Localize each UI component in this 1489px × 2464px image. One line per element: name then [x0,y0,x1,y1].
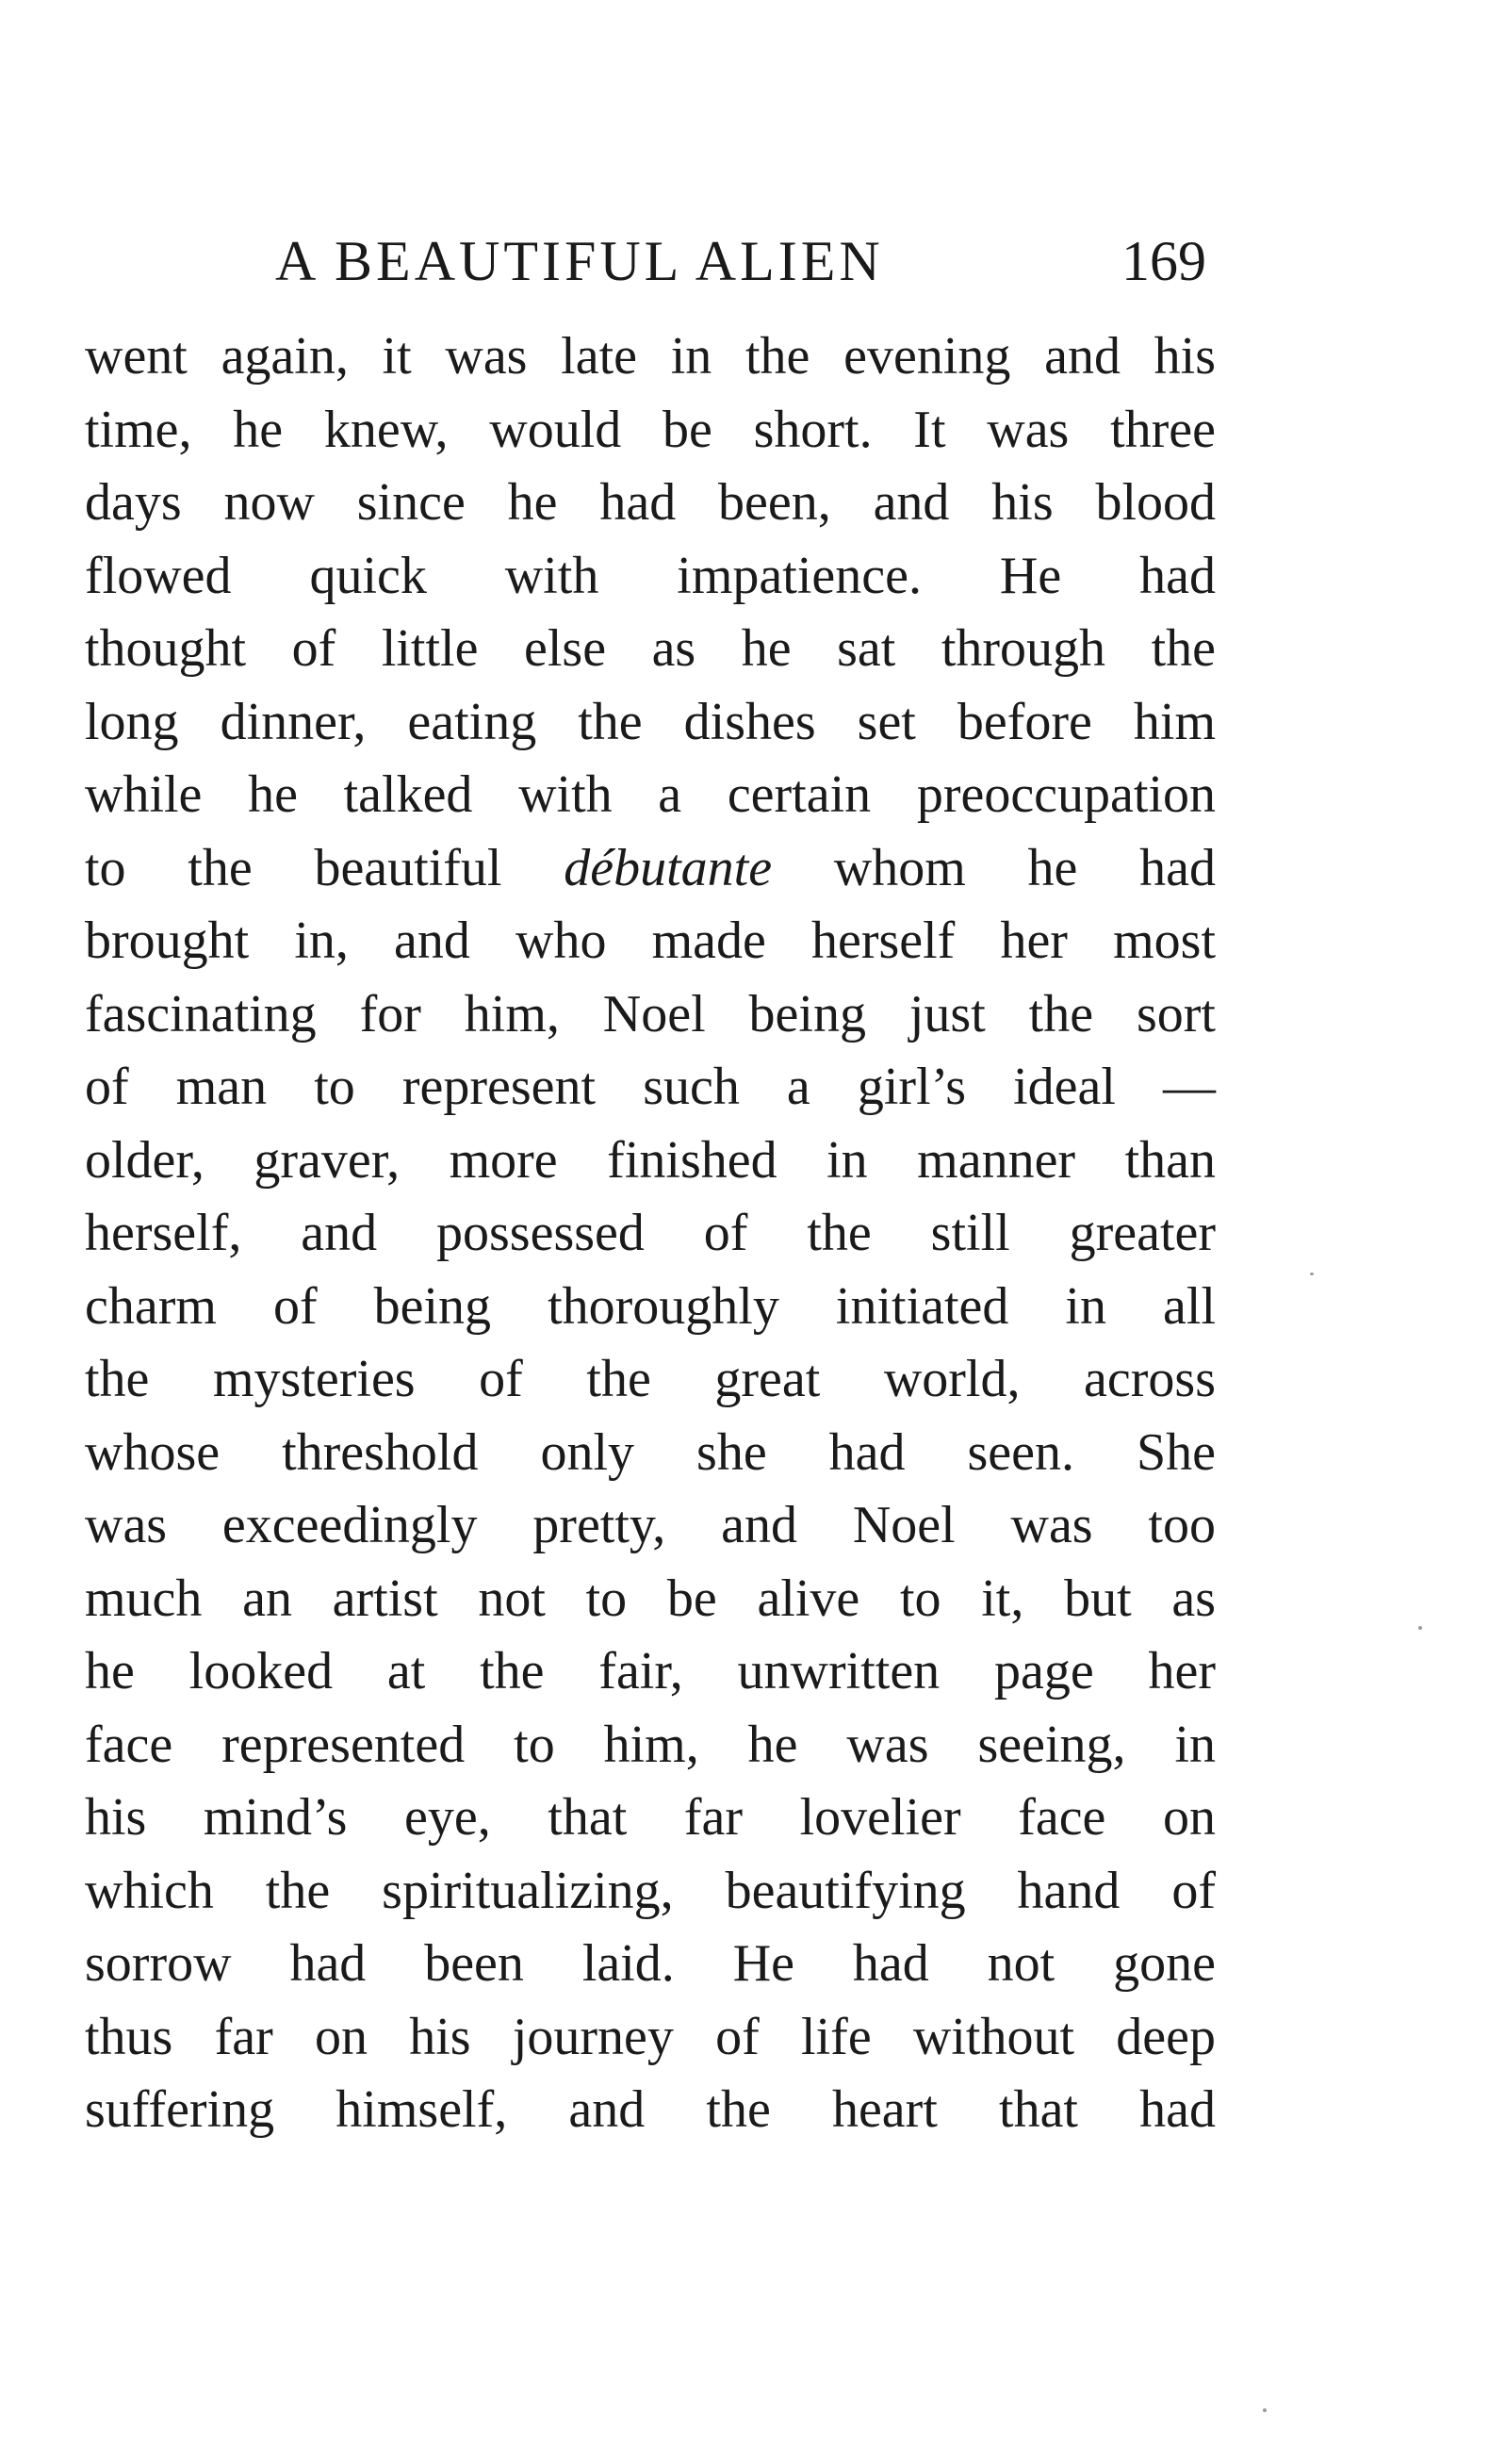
text-line: went again, it was late in the evening and his [85,327,1216,386]
text-line: of man to represent such a girl’s ideal — [85,1058,1216,1116]
text-line: long dinner, eating the dishes set before him [85,692,1216,751]
paper-speck [1310,1273,1314,1275]
text-line: flowed quick with impatience. He had [85,546,1216,605]
italic-word: débutante [564,838,773,897]
text-line: herself, and possessed of the still greater [85,1204,1216,1262]
running-title: A BEAUTIFUL ALIEN [275,230,884,292]
text-line: thought of little else as he sat through the [85,619,1216,678]
text-line: time, he knew, would be short. It was three [85,400,1216,459]
body-text [85,320,1216,2147]
text-line: his mind’s eye, that far lovelier face on [85,1788,1216,1847]
text-line: while he talked with a certain preoccupation [85,765,1216,824]
text-segment: whom he had [772,838,1216,897]
text-line: sorrow had been laid. He had not gone [85,1934,1216,1993]
text-line: thus far on his journey of life without deep [85,2007,1216,2066]
text-line: the mysteries of the great world, across [85,1350,1216,1408]
text-line: he looked at the fair, unwritten page her [85,1642,1216,1700]
text-line: which the spiritualizing, beautifying hand of [85,1861,1216,1920]
text-line: whose threshold only she had seen. She [85,1422,1216,1482]
text-line: much an artist not to be alive to it, but as [85,1569,1216,1628]
paper-speck [1263,2408,1267,2412]
text-line: older, graver, more finished in manner than [85,1130,1216,1190]
text-line: days now since he had been, and his blood [85,473,1216,532]
running-head [85,219,1216,304]
paper-speck [1418,1626,1422,1630]
text-segment: to the beautiful [85,838,565,897]
text-line: face represented to him, he was seeing, in [85,1715,1216,1774]
text-line: suffering himself, and the heart that had [85,2080,1216,2139]
text-line-with-italic [85,832,1216,906]
text-line: brought in, and who made herself her most [85,912,1216,970]
text-line: was exceedingly pretty, and Noel was too [85,1496,1216,1554]
text-line: fascinating for him, Noel being just the sort [85,984,1216,1043]
text-line: charm of being thoroughly initiated in all [85,1276,1216,1336]
page-number: 169 [1121,230,1206,292]
